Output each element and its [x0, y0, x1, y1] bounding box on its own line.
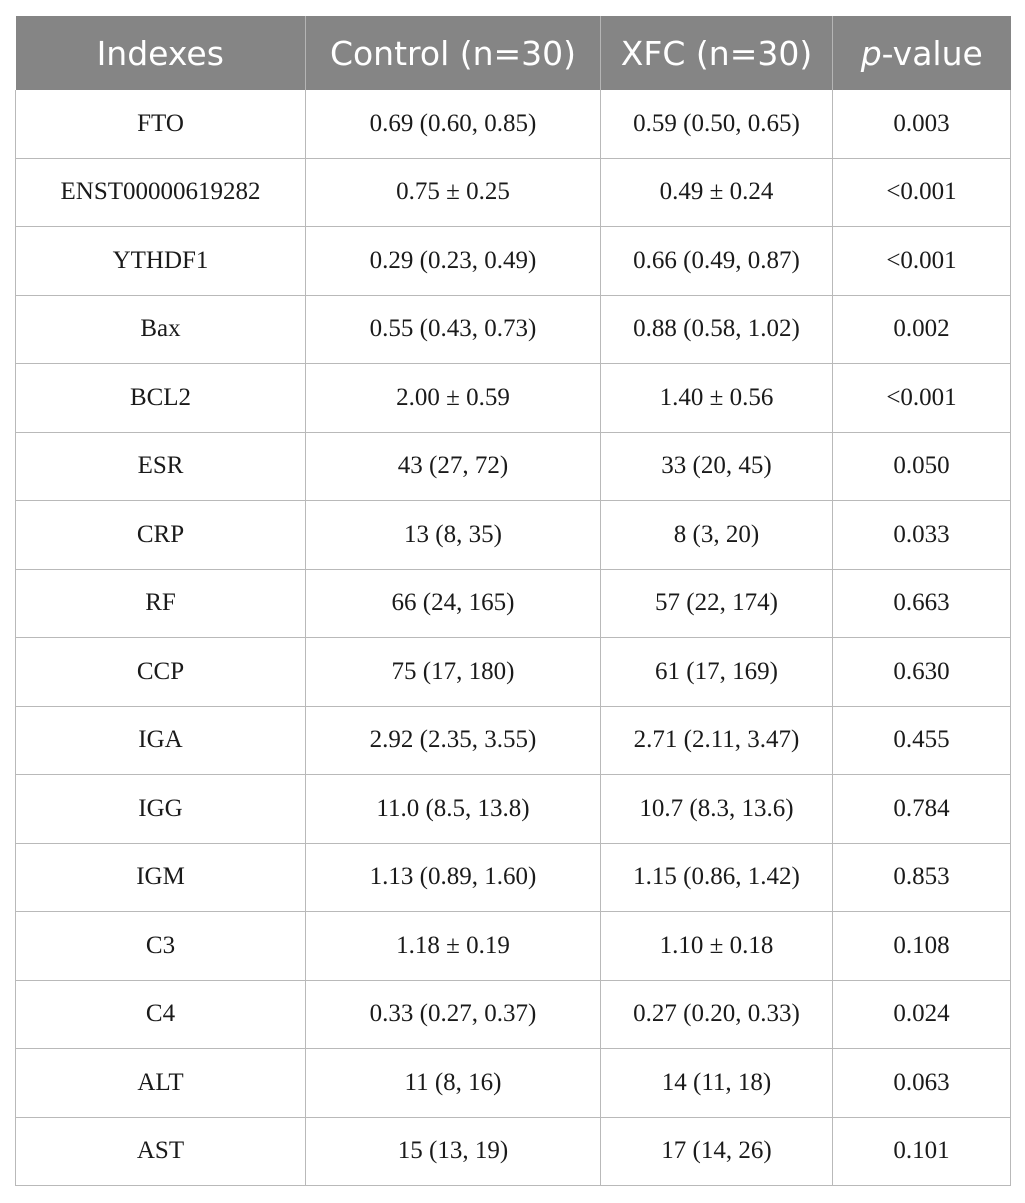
table-row — [16, 432, 1011, 501]
table-row — [16, 90, 1011, 158]
data-table-container — [15, 16, 1010, 1186]
cell-control: 1.13 (0.89, 1.60) — [306, 843, 601, 912]
cell-p-value: <0.001 — [833, 364, 1011, 433]
header-row — [16, 16, 1011, 90]
cell-control: 13 (8, 35) — [306, 501, 601, 570]
cell-control: 75 (17, 180) — [306, 638, 601, 707]
cell-p-value: 0.784 — [833, 775, 1011, 844]
table-row — [16, 295, 1011, 364]
cell-control: 2.92 (2.35, 3.55) — [306, 706, 601, 775]
cell-p-value: 0.024 — [833, 980, 1011, 1049]
header-p-rest: -value — [881, 33, 983, 73]
cell-index: C4 — [16, 980, 306, 1049]
cell-index: IGG — [16, 775, 306, 844]
cell-xfc: 1.40 ± 0.56 — [601, 364, 833, 433]
table-row — [16, 501, 1011, 570]
cell-p-value: 0.108 — [833, 912, 1011, 981]
cell-control: 66 (24, 165) — [306, 569, 601, 638]
table-row — [16, 569, 1011, 638]
header-xfc: XFC (n=30) — [601, 16, 833, 90]
table-row — [16, 980, 1011, 1049]
cell-xfc: 61 (17, 169) — [601, 638, 833, 707]
table-row — [16, 158, 1011, 227]
cell-p-value: 0.002 — [833, 295, 1011, 364]
cell-xfc: 2.71 (2.11, 3.47) — [601, 706, 833, 775]
cell-control: 43 (27, 72) — [306, 432, 601, 501]
cell-index: ALT — [16, 1049, 306, 1118]
cell-xfc: 0.27 (0.20, 0.33) — [601, 980, 833, 1049]
cell-index: YTHDF1 — [16, 227, 306, 296]
cell-control: 0.29 (0.23, 0.49) — [306, 227, 601, 296]
table-row — [16, 227, 1011, 296]
table-row — [16, 364, 1011, 433]
cell-index: ESR — [16, 432, 306, 501]
header-control: Control (n=30) — [306, 16, 601, 90]
cell-index: ENST00000619282 — [16, 158, 306, 227]
cell-control: 11.0 (8.5, 13.8) — [306, 775, 601, 844]
cell-xfc: 14 (11, 18) — [601, 1049, 833, 1118]
cell-control: 0.75 ± 0.25 — [306, 158, 601, 227]
cell-p-value: 0.063 — [833, 1049, 1011, 1118]
cell-control: 11 (8, 16) — [306, 1049, 601, 1118]
table-body — [16, 90, 1011, 1186]
cell-index: Bax — [16, 295, 306, 364]
cell-xfc: 10.7 (8.3, 13.6) — [601, 775, 833, 844]
cell-index: AST — [16, 1117, 306, 1186]
header-indexes: Indexes — [16, 16, 306, 90]
cell-control: 15 (13, 19) — [306, 1117, 601, 1186]
cell-xfc: 57 (22, 174) — [601, 569, 833, 638]
table-row — [16, 912, 1011, 981]
cell-index: C3 — [16, 912, 306, 981]
cell-xfc: 0.66 (0.49, 0.87) — [601, 227, 833, 296]
cell-p-value: 0.630 — [833, 638, 1011, 707]
cell-p-value: <0.001 — [833, 158, 1011, 227]
cell-index: IGA — [16, 706, 306, 775]
cell-p-value: 0.033 — [833, 501, 1011, 570]
cell-p-value: 0.101 — [833, 1117, 1011, 1186]
indexes-table — [15, 16, 1011, 1186]
cell-index: BCL2 — [16, 364, 306, 433]
cell-control: 0.33 (0.27, 0.37) — [306, 980, 601, 1049]
table-row — [16, 775, 1011, 844]
cell-control: 0.69 (0.60, 0.85) — [306, 90, 601, 158]
cell-p-value: 0.003 — [833, 90, 1011, 158]
cell-xfc: 1.15 (0.86, 1.42) — [601, 843, 833, 912]
cell-xfc: 0.49 ± 0.24 — [601, 158, 833, 227]
cell-control: 2.00 ± 0.59 — [306, 364, 601, 433]
cell-xfc: 8 (3, 20) — [601, 501, 833, 570]
cell-index: CCP — [16, 638, 306, 707]
cell-p-value: 0.853 — [833, 843, 1011, 912]
cell-p-value: 0.455 — [833, 706, 1011, 775]
header-p-value — [833, 16, 1011, 90]
table-row — [16, 1117, 1011, 1186]
table-row — [16, 1049, 1011, 1118]
header-p-italic: p — [860, 33, 882, 73]
cell-xfc: 0.59 (0.50, 0.65) — [601, 90, 833, 158]
cell-xfc: 1.10 ± 0.18 — [601, 912, 833, 981]
cell-xfc: 17 (14, 26) — [601, 1117, 833, 1186]
cell-control: 0.55 (0.43, 0.73) — [306, 295, 601, 364]
cell-index: CRP — [16, 501, 306, 570]
table-header — [16, 16, 1011, 90]
cell-control: 1.18 ± 0.19 — [306, 912, 601, 981]
cell-p-value: <0.001 — [833, 227, 1011, 296]
cell-index: RF — [16, 569, 306, 638]
cell-index: FTO — [16, 90, 306, 158]
table-row — [16, 843, 1011, 912]
cell-xfc: 0.88 (0.58, 1.02) — [601, 295, 833, 364]
cell-p-value: 0.663 — [833, 569, 1011, 638]
cell-p-value: 0.050 — [833, 432, 1011, 501]
table-row — [16, 706, 1011, 775]
table-row — [16, 638, 1011, 707]
cell-xfc: 33 (20, 45) — [601, 432, 833, 501]
cell-index: IGM — [16, 843, 306, 912]
